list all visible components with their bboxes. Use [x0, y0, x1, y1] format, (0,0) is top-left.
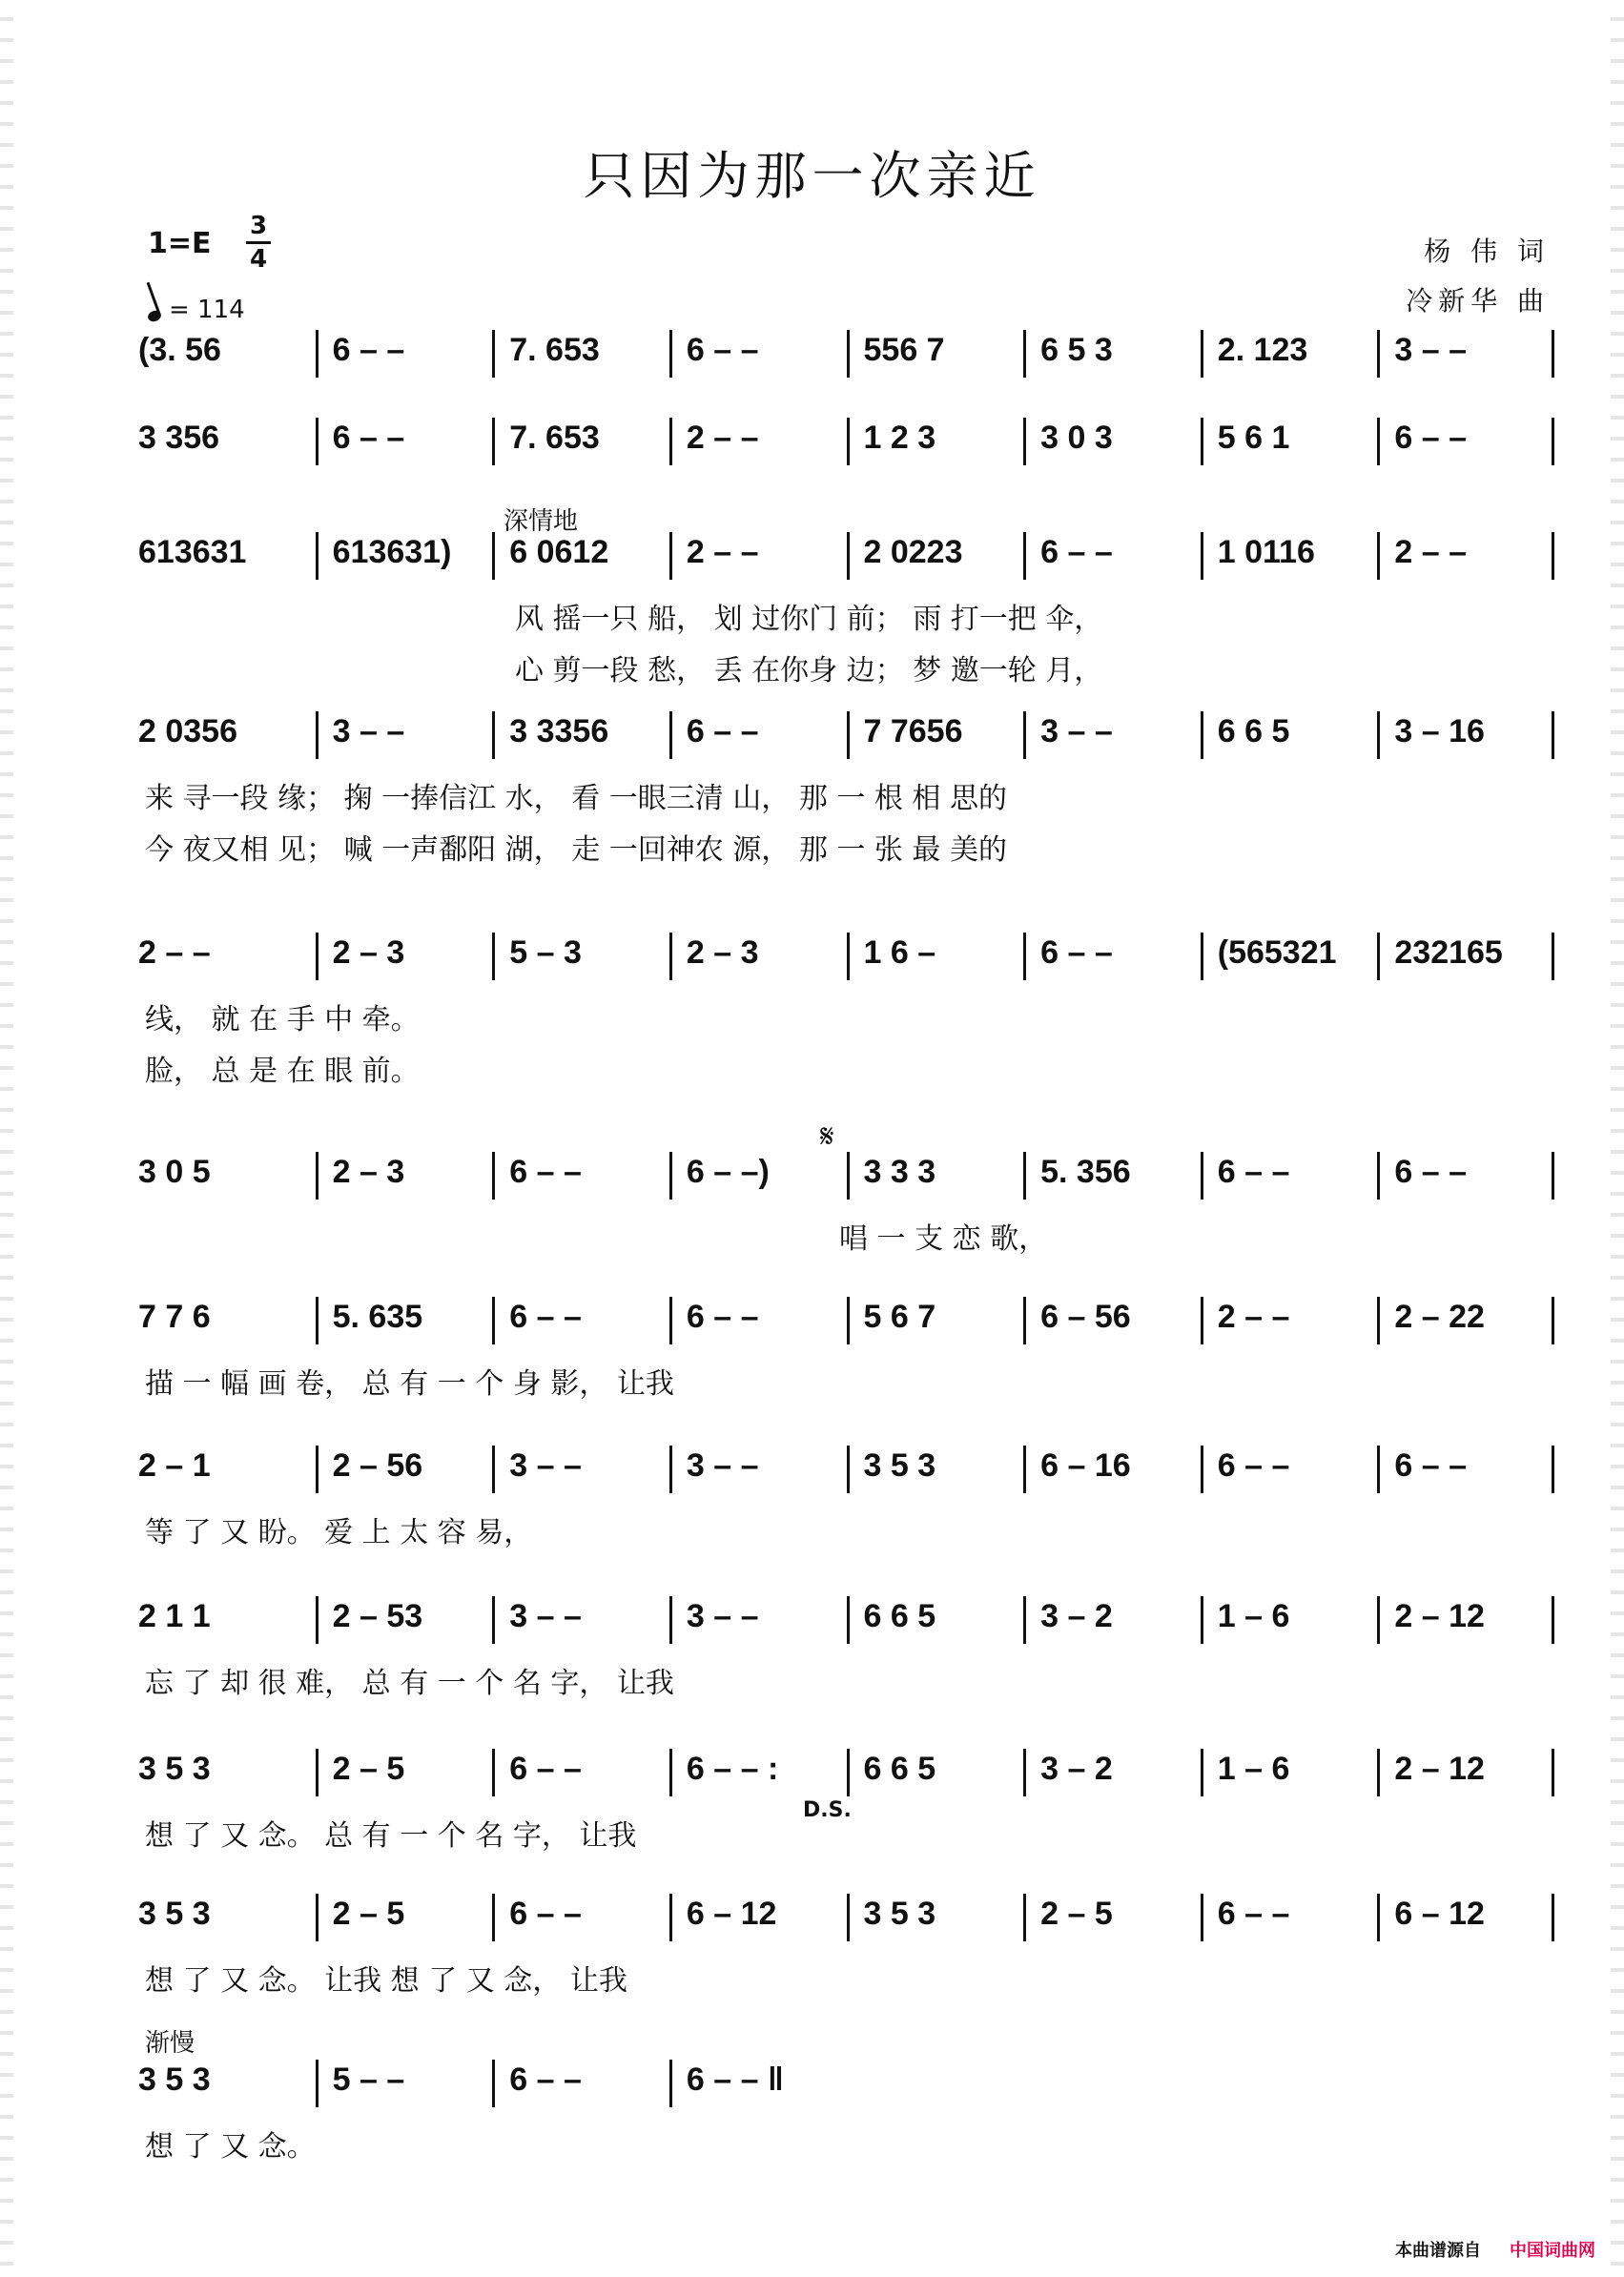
song-title: 只因为那一次亲近	[583, 146, 1041, 206]
measure: 3 – –	[509, 1447, 582, 1484]
barline	[1377, 1894, 1380, 1941]
barline	[1377, 1297, 1380, 1344]
measure: 2 – 12	[1394, 1751, 1485, 1787]
measure: 3 – –	[1394, 332, 1467, 368]
barline	[1377, 532, 1380, 580]
barline	[1552, 1152, 1554, 1200]
barline	[847, 1894, 850, 1941]
measure: 6 – –	[332, 332, 405, 368]
barline	[1023, 1749, 1026, 1796]
footer-site: 中国词曲网	[1510, 2241, 1595, 2261]
barline	[316, 1297, 319, 1344]
quarter-note-icon	[147, 309, 163, 323]
barline	[492, 1297, 495, 1344]
barline	[1201, 418, 1203, 465]
measure: 1 2 3	[863, 420, 936, 456]
barline	[1377, 711, 1380, 759]
barline	[1023, 532, 1026, 580]
measure: 6 – 56	[1040, 1299, 1131, 1335]
measure: 556 7	[863, 332, 945, 368]
measure: 5 6 1	[1217, 420, 1290, 456]
barline	[316, 711, 319, 759]
measure: 6 – –	[509, 1751, 582, 1787]
barline	[1552, 1749, 1554, 1796]
measure: 3 3 3	[863, 1154, 936, 1190]
measure: 2 – 12	[1394, 1598, 1485, 1634]
lyric-line: 想 了 又 念。 总 有 一 个 名 字， 让我	[145, 1819, 637, 1853]
barline	[847, 1297, 850, 1344]
lyric-line: 线， 就 在 手 中 牵。	[145, 1003, 420, 1036]
measure: 7 7656	[863, 713, 963, 749]
measure: 2 0356	[138, 713, 237, 749]
barline	[1552, 933, 1554, 980]
key-signature: 1=E	[148, 227, 212, 260]
barline	[1552, 1894, 1554, 1941]
measure: 3 – 2	[1040, 1598, 1113, 1634]
barline	[1201, 1596, 1203, 1644]
barline	[1023, 711, 1026, 759]
measure: 6 – –	[686, 1299, 759, 1335]
measure: (565321	[1217, 934, 1337, 971]
measure: 3 5 3	[863, 1447, 936, 1484]
lyric-line: 唱 一 支 恋 歌，	[839, 1222, 1048, 1256]
barline	[492, 2060, 495, 2107]
measure: 2 – 3	[332, 934, 405, 971]
barline	[316, 2060, 319, 2107]
barline	[1023, 418, 1026, 465]
tempo-marking	[148, 296, 245, 324]
barline	[669, 1152, 672, 1200]
barline	[1201, 711, 1203, 759]
measure: 3 – 2	[1040, 1751, 1113, 1787]
barline	[1377, 933, 1380, 980]
measure: 6 – –	[1217, 1896, 1290, 1932]
measure: 613631)	[332, 534, 452, 570]
measure: 1 – 6	[1217, 1751, 1290, 1787]
barline	[492, 933, 495, 980]
measure: 2 0223	[863, 534, 963, 570]
measure: 2. 123	[1217, 332, 1308, 368]
notation-row	[138, 1896, 1554, 1939]
lyric-line: 忘 了 却 很 难， 总 有 一 个 名 字， 让我	[145, 1667, 674, 1700]
barline	[1552, 1297, 1554, 1344]
measure: 3 – –	[686, 1598, 759, 1634]
lyric-line: 想 了 又 念。 让我 想 了 又 念， 让我	[145, 1964, 627, 1998]
measure: 6 – –	[686, 332, 759, 368]
barline	[1201, 532, 1203, 580]
notation-row	[138, 1154, 1554, 1198]
barline	[847, 711, 850, 759]
barline	[492, 1446, 495, 1493]
notation-row	[138, 1299, 1554, 1343]
barline	[1201, 1749, 1203, 1796]
measure: 1 6 –	[863, 934, 936, 971]
measure: 2 – 1	[138, 1447, 211, 1484]
barline	[1552, 532, 1554, 580]
measure: 6 – – :	[686, 1751, 779, 1787]
measure: 5. 635	[332, 1299, 423, 1335]
barline	[492, 1749, 495, 1796]
barline	[492, 711, 495, 759]
barline	[316, 1749, 319, 1796]
notation-row	[138, 332, 1554, 376]
measure: 7. 653	[509, 420, 600, 456]
barline	[1023, 933, 1026, 980]
barline	[1023, 1596, 1026, 1644]
measure: 6 – 16	[1040, 1447, 1131, 1484]
measure: 2 – 5	[332, 1896, 405, 1932]
notation-row	[138, 534, 1554, 578]
barline	[492, 418, 495, 465]
barline	[669, 418, 672, 465]
barline	[316, 1446, 319, 1493]
barline	[1201, 1297, 1203, 1344]
measure: 232165	[1394, 934, 1503, 971]
lyric-line: 等 了 又 盼。 爱 上 太 容 易，	[145, 1516, 533, 1549]
composer-credit: 冷新华 曲	[1406, 285, 1550, 317]
barline	[1377, 330, 1380, 378]
lyric-line: 今 夜又相 见； 喊 一声鄱阳 湖， 走 一回神农 源， 那 一 张 最 美的	[145, 833, 1007, 867]
measure: 6 – –	[1217, 1447, 1290, 1484]
barline	[669, 1749, 672, 1796]
barline	[1377, 418, 1380, 465]
measure: 6 – 12	[1394, 1896, 1485, 1932]
barline	[847, 1749, 850, 1796]
barline	[847, 1446, 850, 1493]
barline	[492, 1894, 495, 1941]
barline	[669, 1894, 672, 1941]
barline	[492, 330, 495, 378]
measure: 2 – –	[686, 534, 759, 570]
measure: 7 7 6	[138, 1299, 211, 1335]
measure: 2 – 22	[1394, 1299, 1485, 1335]
barline	[1201, 1152, 1203, 1200]
measure: 2 – 5	[1040, 1896, 1113, 1932]
barline	[1023, 1152, 1026, 1200]
measure: 2 – 53	[332, 1598, 423, 1634]
barline	[669, 1297, 672, 1344]
barline	[316, 1894, 319, 1941]
lyric-line: 风 摇一只 船， 划 过你门 前； 雨 打一把 伞，	[515, 603, 1103, 636]
barline	[492, 1152, 495, 1200]
measure: 5 6 7	[863, 1299, 936, 1335]
lyric-line: 脸， 总 是 在 眼 前。	[145, 1055, 420, 1088]
lyric-line: 描 一 幅 画 卷， 总 有 一 个 身 影， 让我	[145, 1367, 674, 1401]
left-watermark-strip	[0, 0, 13, 2277]
measure: 6 – –	[509, 2062, 582, 2098]
barline	[1552, 418, 1554, 465]
barline	[669, 711, 672, 759]
measure: 3 3356	[509, 713, 609, 749]
lyricist-credit: 杨 伟 词	[1424, 236, 1550, 267]
barline	[847, 330, 850, 378]
notation-row	[138, 2062, 1554, 2105]
barline	[1377, 1152, 1380, 1200]
measure: 5 – –	[332, 2062, 405, 2098]
measure: 7. 653	[509, 332, 600, 368]
barline	[1201, 933, 1203, 980]
measure: 6 6 5	[863, 1598, 936, 1634]
barline	[1023, 1297, 1026, 1344]
measure: 2 – –	[1217, 1299, 1290, 1335]
measure: 6 – –	[1394, 1447, 1467, 1484]
segno-sign: 𝄋	[820, 1118, 834, 1156]
time-signature	[246, 212, 271, 274]
barline	[316, 933, 319, 980]
notation-row	[138, 1447, 1554, 1491]
lyric-line: 来 寻一段 缘； 掬 一捧信江 水， 看 一眼三清 山， 那 一 根 相 思的	[145, 782, 1007, 815]
measure: 2 – 5	[332, 1751, 405, 1787]
measure: 6 6 5	[1217, 713, 1290, 749]
notation-row	[138, 420, 1554, 463]
measure: 6 0612	[509, 534, 609, 570]
measure: 6 – –	[509, 1154, 582, 1190]
measure: 3 – 16	[1394, 713, 1485, 749]
time-sig-top: 3	[249, 212, 268, 240]
measure: 2 – 56	[332, 1447, 423, 1484]
barline	[669, 532, 672, 580]
notation-row	[138, 1751, 1554, 1795]
barline	[1377, 1446, 1380, 1493]
lyric-line: 想 了 又 念。	[145, 2130, 316, 2164]
barline	[669, 933, 672, 980]
measure: 6 – –	[1040, 934, 1113, 971]
measure: 2 1 1	[138, 1598, 211, 1634]
lyric-line: 心 剪一段 愁， 丢 在你身 边； 梦 邀一轮 月，	[515, 654, 1103, 687]
barline	[847, 418, 850, 465]
measure: 3 356	[138, 420, 220, 456]
measure: 2 – –	[686, 420, 759, 456]
measure: 613631	[138, 534, 247, 570]
barline	[316, 1596, 319, 1644]
measure: 1 0116	[1217, 534, 1315, 570]
barline	[1552, 1446, 1554, 1493]
barline	[669, 330, 672, 378]
right-watermark-strip	[1611, 0, 1624, 2277]
barline	[669, 1446, 672, 1493]
measure: 3 – –	[1040, 713, 1113, 749]
measure: 6 – –	[686, 713, 759, 749]
measure: 2 – –	[1394, 534, 1467, 570]
measure: 2 – –	[138, 934, 211, 971]
measure: 6 – –	[1394, 420, 1467, 456]
measure: 6 6 5	[863, 1751, 936, 1787]
notation-row	[138, 1598, 1554, 1642]
measure: 2 – 3	[686, 934, 759, 971]
measure: (3. 56	[138, 332, 221, 368]
measure: 6 – 12	[686, 1896, 777, 1932]
barline	[1552, 330, 1554, 378]
barline	[1377, 1596, 1380, 1644]
measure: 6 – –	[332, 420, 405, 456]
barline	[847, 933, 850, 980]
measure: 5. 356	[1040, 1154, 1131, 1190]
measure: 5 – 3	[509, 934, 582, 971]
measure: 6 – –	[509, 1299, 582, 1335]
measure: 3 – –	[509, 1598, 582, 1634]
dal-segno-mark: D.S.	[803, 1798, 852, 1822]
barline	[316, 532, 319, 580]
measure: 3 5 3	[138, 1751, 211, 1787]
barline	[847, 532, 850, 580]
tempo-value: = 114	[169, 296, 245, 324]
measure: 3 0 3	[1040, 420, 1113, 456]
barline	[669, 1596, 672, 1644]
barline	[1201, 330, 1203, 378]
barline	[1023, 1446, 1026, 1493]
barline	[492, 532, 495, 580]
measure: 3 5 3	[138, 2062, 211, 2098]
measure: 6 – –	[509, 1896, 582, 1932]
barline	[492, 1596, 495, 1644]
measure: 6 – –	[1217, 1154, 1290, 1190]
measure: 3 5 3	[863, 1896, 936, 1932]
expression-mark: 深情地	[504, 507, 579, 536]
barline	[1552, 711, 1554, 759]
measure: 1 – 6	[1217, 1598, 1290, 1634]
barline	[1023, 330, 1026, 378]
measure: 6 – –)	[686, 1154, 770, 1190]
measure: 6 5 3	[1040, 332, 1113, 368]
footer-source: 本曲谱源自	[1395, 2241, 1481, 2261]
measure: 2 – 3	[332, 1154, 405, 1190]
measure: 6 – –	[1040, 534, 1113, 570]
barline	[316, 330, 319, 378]
ritardando-mark: 渐慢	[145, 2029, 195, 2058]
time-sig-bottom: 4	[249, 245, 268, 274]
barline	[1377, 1749, 1380, 1796]
barline	[1201, 1894, 1203, 1941]
measure: 3 – –	[332, 713, 405, 749]
measure: 3 – –	[686, 1447, 759, 1484]
barline	[847, 1596, 850, 1644]
measure: 3 5 3	[138, 1896, 211, 1932]
measure: 3 0 5	[138, 1154, 211, 1190]
measure: 6 – –	[1394, 1154, 1467, 1190]
barline	[1552, 1596, 1554, 1644]
notation-row	[138, 934, 1554, 978]
barline	[669, 2060, 672, 2107]
notation-row	[138, 713, 1554, 757]
measure: 6 – – ‖	[686, 2062, 784, 2098]
barline	[316, 1152, 319, 1200]
barline	[316, 418, 319, 465]
barline	[1201, 1446, 1203, 1493]
barline	[847, 1152, 850, 1200]
barline	[1023, 1894, 1026, 1941]
